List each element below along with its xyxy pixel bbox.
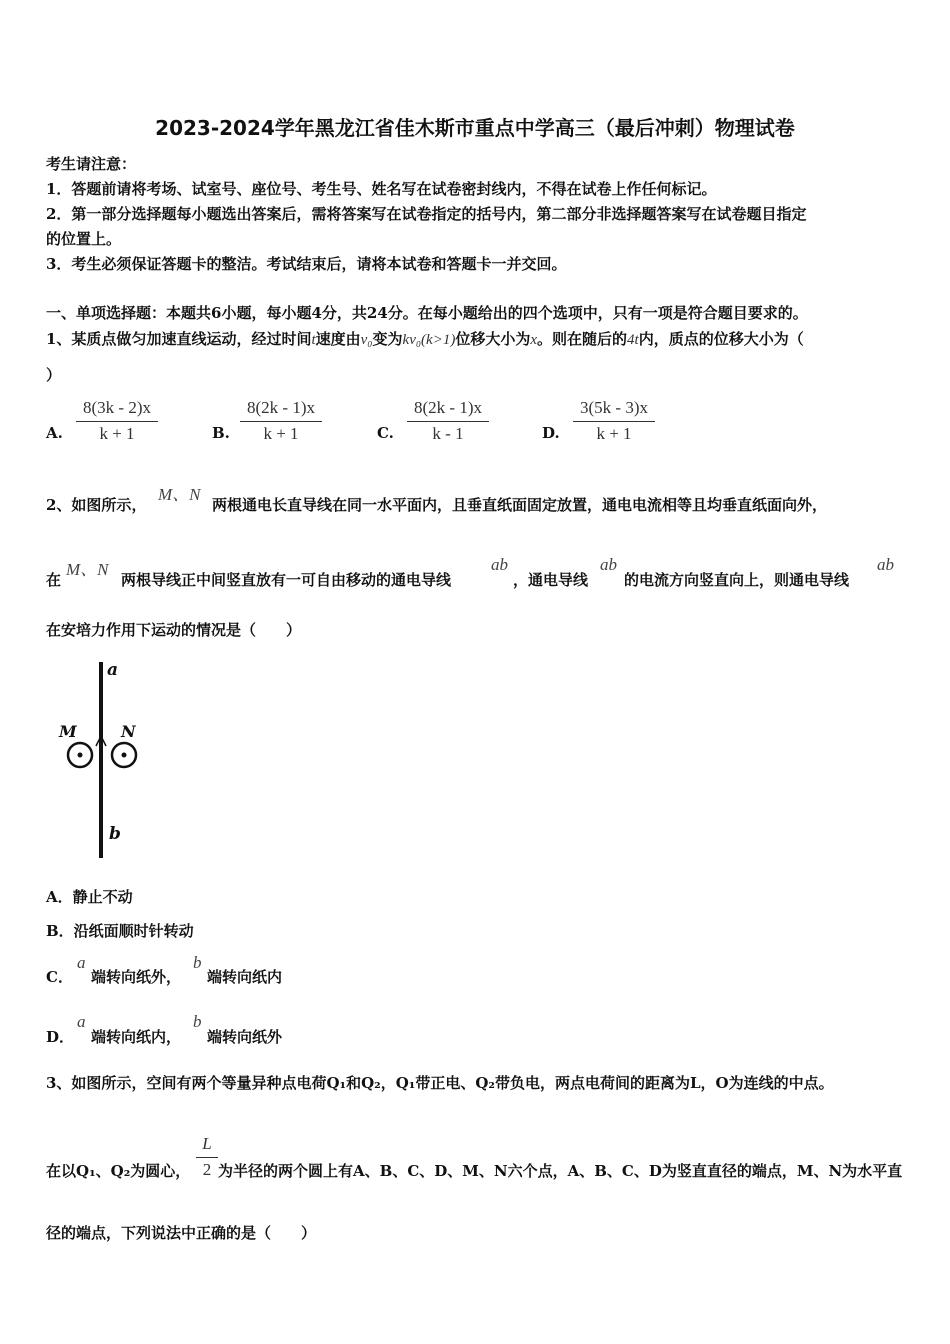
q1-option-a-label: A. [46, 424, 63, 442]
q3-radius-fraction: L 2 [196, 1134, 218, 1180]
q1-option-a-fraction: 8(3k - 2)x k + 1 [76, 398, 158, 444]
q2-line1-start: 2、如图所示， [46, 496, 147, 514]
q2-ab-label-1: ab [491, 555, 508, 574]
q2-ab-label-2: ab [600, 555, 617, 574]
q2-option-d-text2: 端转向纸外 [207, 1028, 283, 1046]
q2-line1-end: 两根通电长直导线在同一水平面内，且垂直纸面固定放置，通电电流相等且均垂直纸面向外， [212, 496, 828, 514]
q2-line2-start: 在 [46, 571, 62, 589]
q2-option-d-b: b [193, 1012, 202, 1031]
q2-mn-label: M、N [158, 485, 201, 504]
notice-heading: 考生请注意： [46, 155, 137, 173]
q3-line3: 径的端点，下列说法中正确的是（ ） [46, 1224, 317, 1242]
q1-option-d-fraction: 3(5k - 3)x k + 1 [573, 398, 655, 444]
notice-item-2: 2．第一部分选择题每小题选出答案后，需将答案写在试卷指定的括号内，第二部分非选择题答案写在试卷题目指定 [46, 205, 807, 223]
q2-option-d-text1: 端转向纸内， [91, 1028, 182, 1046]
notice-item-3: 3．考生必须保证答题卡的整洁。考试结束后，请将本试卷和答题卡一并交回。 [46, 255, 567, 273]
q2-line2-mid: 两根导线正中间竖直放有一可自由移动的通电导线 [121, 571, 452, 589]
q2-ab-label-3: ab [877, 555, 894, 574]
q1-option-d-label: D. [542, 424, 560, 442]
q2-option-d-a: a [77, 1012, 86, 1031]
section-heading: 一、单项选择题：本题共6小题，每小题4分，共24分。在每小题给出的四个选项中，只有一项是符合题目要求的。 [46, 304, 808, 322]
page-title: 2023-2024学年黑龙江省佳木斯市重点中学高三（最后冲刺）物理试卷 [155, 116, 795, 140]
q3-line2-start: 在以Q₁、Q₂为圆心， [46, 1162, 191, 1180]
q2-line2-mid2: ，通电导线 [513, 571, 589, 589]
notice-item-2-cont: 的位置上。 [46, 230, 122, 248]
q2-option-c-label: C． [46, 968, 73, 986]
q2-figure [55, 658, 165, 863]
q1-option-c-fraction: 8(2k - 1)x k - 1 [407, 398, 489, 444]
label-b: b [109, 824, 121, 844]
q2-line2-end: 的电流方向竖直向上，则通电导线 [624, 571, 850, 589]
q2-option-c-text1: 端转向纸外， [91, 968, 182, 986]
notice-item-1: 1．答题前请将考场、试室号、座位号、考生号、姓名写在试卷密封线内，不得在试卷上作任何标记。 [46, 180, 717, 198]
q1-stem: 1、某质点做匀加速直线运动，经过时间t速度由v₀变为kv₀(k>1)位移大小为x。则在随后的4t内，质点的位移大小为（ [46, 330, 804, 348]
label-a: a [107, 660, 119, 680]
q3-line1: 3、如图所示，空间有两个等量异种点电荷Q₁和Q₂，Q₁带正电、Q₂带负电，两点电荷间的距离为L，O为连线的中点。 [46, 1074, 834, 1092]
wire-m-dot [78, 753, 83, 758]
q2-option-b: B．沿纸面顺时针转动 [46, 922, 194, 940]
q1-option-b-fraction: 8(2k - 1)x k + 1 [240, 398, 322, 444]
wire-n-dot [122, 753, 127, 758]
q2-option-a: A．静止不动 [46, 888, 133, 906]
q2-option-c-b: b [193, 953, 202, 972]
q3-line2-end: 为半径的两个圆上有A、B、C、D、M、N六个点，A、B、C、D为竖直直径的端点，M、N为水平直 [218, 1162, 903, 1180]
q1-option-c-label: C. [377, 424, 394, 442]
label-m: M [59, 722, 77, 741]
q2-option-c-text2: 端转向纸内 [207, 968, 283, 986]
q2-mn-label-2: M、N [66, 560, 109, 579]
q2-option-c-a: a [77, 953, 86, 972]
label-n: N [121, 722, 136, 741]
q2-line3: 在安培力作用下运动的情况是（ ） [46, 621, 302, 639]
q1-option-b-label: B. [212, 424, 230, 442]
q2-option-d-label: D． [46, 1028, 75, 1046]
q1-stem-close: ） [46, 366, 62, 384]
